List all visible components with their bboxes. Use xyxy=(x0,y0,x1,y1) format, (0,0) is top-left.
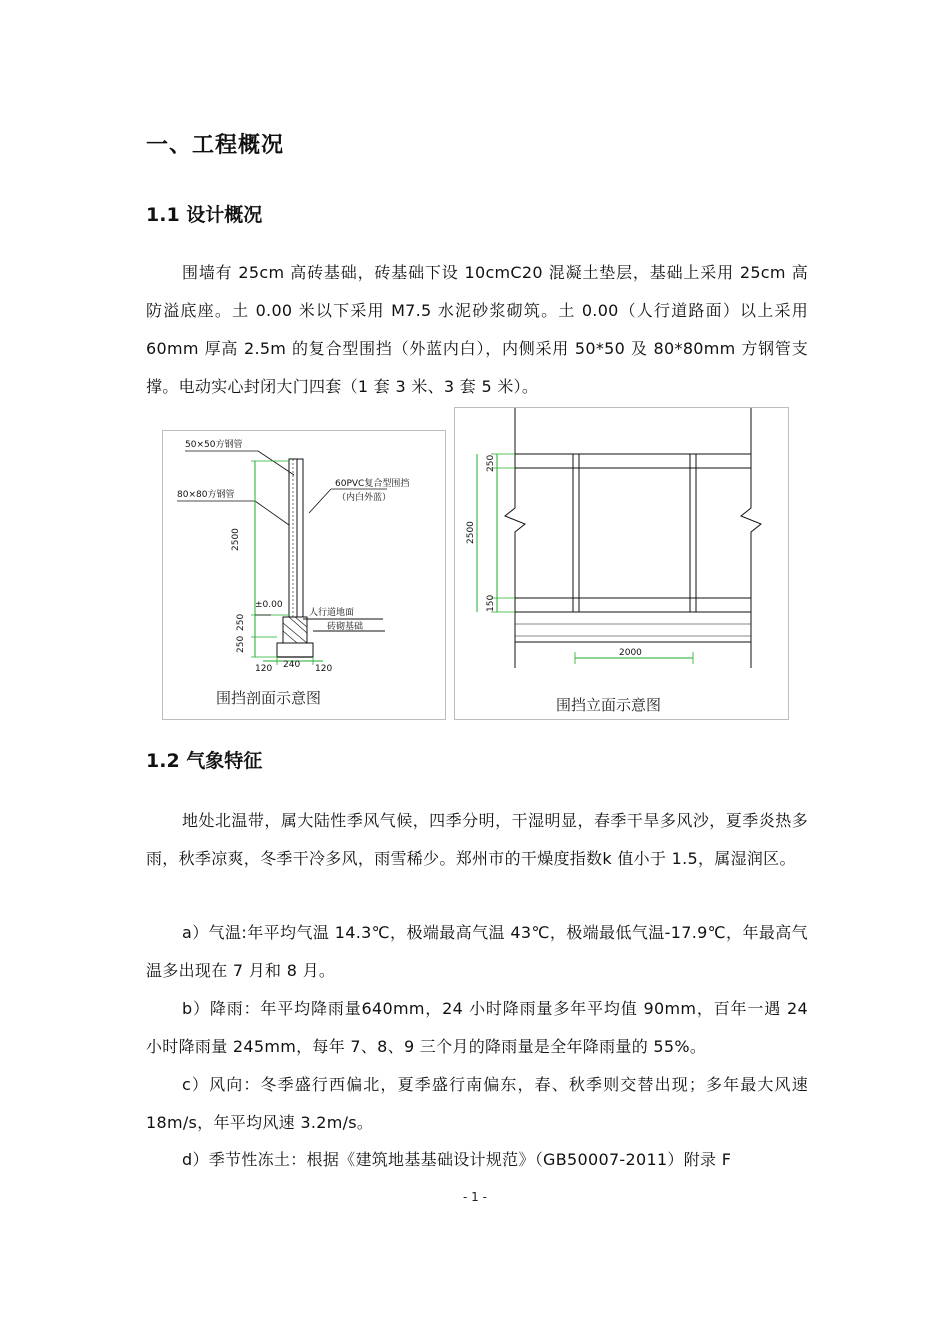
label-50-pipe: 50×50方钢管 xyxy=(185,440,243,450)
label-brick: 砖砌基础 xyxy=(327,622,364,632)
dim-2500-elev: 2500 xyxy=(466,521,476,544)
dim-250-upper: 250 xyxy=(236,613,246,631)
elevation-figure-caption: 围挡立面示意图 xyxy=(556,696,662,714)
dim-250-elev: 250 xyxy=(486,454,496,472)
label-80-pipe: 80×80方钢管 xyxy=(177,490,235,500)
fence-elevation-figure xyxy=(454,407,789,720)
fence-section-figure xyxy=(162,430,446,720)
climate-item-d: d）季节性冻土：根据《建筑地基基础设计规范》（GB50007-2011）附录 F xyxy=(182,1150,732,1169)
dim-2000: 2000 xyxy=(619,648,642,658)
label-sidewalk: 人行道地面 xyxy=(309,608,355,618)
section-heading-climate: 1.2 气象特征 xyxy=(146,750,263,772)
label-elevation: ±0.00 xyxy=(255,600,283,610)
label-pvc-note: （内白外蓝） xyxy=(337,493,392,503)
dim-120-left: 120 xyxy=(255,664,273,674)
section-figure-caption: 围挡剖面示意图 xyxy=(216,689,322,707)
climate-item-a: a）气温:年平均气温 14.3℃，极端最高气温 43℃，极端最低气温-17.9℃，年最高气温多出现在 7 月和 8 月。 xyxy=(146,923,808,980)
dim-150-elev: 150 xyxy=(486,594,496,612)
fence-section-drawing xyxy=(163,431,445,719)
climate-item-b: b）降雨：年平均降雨量640mm，24 小时降雨量多年平均值 90mm，百年一遇 24 小时降雨量 245mm，每年 7、8、9 三个月的降雨量是全年降雨量的 55%。 xyxy=(146,999,808,1056)
dim-2500: 2500 xyxy=(231,528,241,551)
main-heading: 一、工程概况 xyxy=(146,133,285,158)
climate-intro: 地处北温带，属大陆性季风气候，四季分明，干湿明显，春季干旱多风沙，夏季炎热多雨，秋季凉爽，冬季干冷多风，雨雪稀少。郑州市的干燥度指数k 值小于 1.5，属湿润区。 xyxy=(146,811,808,868)
dim-120-right: 120 xyxy=(315,664,333,674)
design-paragraph: 围墙有 25cm 高砖基础，砖基础下设 10cmC20 混凝土垫层，基础上采用 25cm 高防溢底座。土 0.00 米以下采用 M7.5 水泥砂浆砌筑。土 0.00（人行道路面）以上采用 60mm 厚高 2.5m 的复合型围挡（外蓝内白），内侧采用 50*50 及 80*80mm 方钢管支撑。电动实心封闭大门四套（1 套 3 米、3 套 5 米）。 xyxy=(146,263,808,396)
dim-240: 240 xyxy=(283,660,301,670)
climate-item-c: c）风向：冬季盛行西偏北，夏季盛行南偏东，春、秋季则交替出现；多年最大风速 18m/s，年平均风速 3.2m/s。 xyxy=(146,1075,808,1132)
dim-250-lower: 250 xyxy=(236,635,246,653)
fence-elevation-drawing xyxy=(455,408,788,719)
page-number: - 1 - xyxy=(463,1190,487,1204)
section-heading-design: 1.1 设计概况 xyxy=(146,204,263,226)
label-pvc: 60PVC复合型围挡 xyxy=(335,479,410,489)
